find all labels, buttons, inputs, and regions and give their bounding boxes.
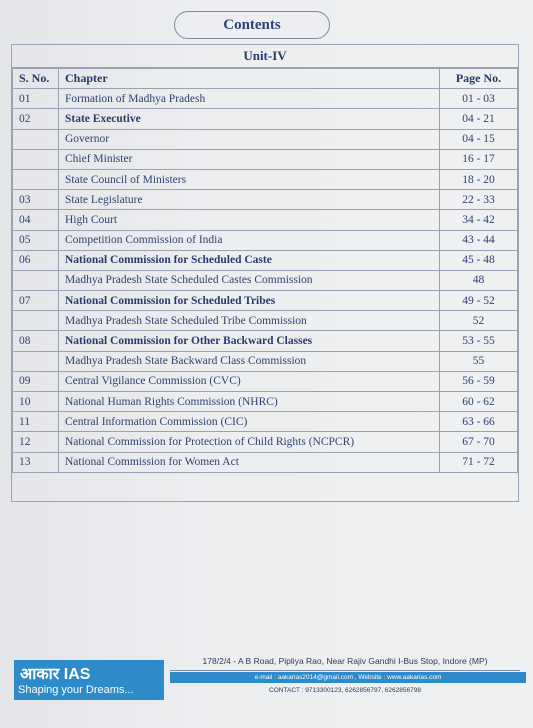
table-row [13,371,518,391]
unit-title: Unit-IV [12,45,518,68]
row-sno [13,311,59,331]
row-page: 55 [440,351,518,371]
contents-table [11,44,519,502]
chapter-table [12,68,518,473]
row-page: 45 - 48 [440,250,518,270]
row-chapter: Madhya Pradesh State Scheduled Castes Commission [59,270,440,290]
table-row [13,210,518,230]
row-chapter: Chief Minister [59,149,440,169]
row-page: 04 - 21 [440,109,518,129]
row-page: 63 - 66 [440,412,518,432]
row-chapter: Madhya Pradesh State Scheduled Tribe Commission [59,311,440,331]
row-page: 04 - 15 [440,129,518,149]
row-page: 52 [440,311,518,331]
address-line: 178/2/4 - A B Road, Pipliya Rao, Near Rajiv Gandhi I-Bus Stop, Indore (MP) [170,656,520,671]
row-sno: 11 [13,412,59,432]
row-chapter: State Legislature [59,190,440,210]
row-sno: 04 [13,210,59,230]
row-sno: 02 [13,109,59,129]
table-row [13,250,518,270]
row-chapter: National Human Rights Commission (NHRC) [59,392,440,412]
table-row [13,331,518,351]
address-block [170,652,526,700]
row-page: 48 [440,270,518,290]
row-chapter: State Executive [59,109,440,129]
row-chapter: National Commission for Scheduled Caste [59,250,440,270]
sno-header: S. No. [13,69,59,89]
table-row [13,311,518,331]
brand-tagline: Shaping your Dreams... [18,684,134,696]
table-row [13,89,518,109]
table-row [13,109,518,129]
row-chapter: Competition Commission of India [59,230,440,250]
chapter-header: Chapter [59,69,440,89]
table-row [13,452,518,472]
row-sno [13,129,59,149]
row-page: 71 - 72 [440,452,518,472]
row-page: 18 - 20 [440,169,518,189]
row-page: 16 - 17 [440,149,518,169]
row-page: 22 - 33 [440,190,518,210]
contact-line: CONTACT : 9713300123, 6262856797, 6262856798 [269,687,421,694]
table-row [13,392,518,412]
row-sno: 05 [13,230,59,250]
row-page: 60 - 62 [440,392,518,412]
row-sno: 13 [13,452,59,472]
table-header-row [13,69,518,89]
row-sno: 10 [13,392,59,412]
row-sno [13,351,59,371]
row-chapter: Madhya Pradesh State Backward Class Commission [59,351,440,371]
row-chapter: State Council of Ministers [59,169,440,189]
row-chapter: Governor [59,129,440,149]
row-sno [13,270,59,290]
row-page: 49 - 52 [440,291,518,311]
row-chapter: National Commission for Protection of Child Rights (NCPCR) [59,432,440,452]
publisher-footer [14,652,526,706]
row-sno: 12 [13,432,59,452]
row-sno: 09 [13,371,59,391]
row-page: 67 - 70 [440,432,518,452]
row-sno: 07 [13,291,59,311]
row-sno [13,149,59,169]
email-line: e-mail : aakarias2014@gmail.com , Website : www.aakarias.com [170,672,526,683]
brand-name: आकार IAS [20,666,91,683]
row-page: 43 - 44 [440,230,518,250]
publisher-logo [14,660,164,700]
row-page: 56 - 59 [440,371,518,391]
row-sno [13,169,59,189]
row-sno: 08 [13,331,59,351]
row-page: 53 - 55 [440,331,518,351]
table-row [13,149,518,169]
row-chapter: Central Information Commission (CIC) [59,412,440,432]
table-row [13,169,518,189]
page-header: Page No. [440,69,518,89]
row-page: 34 - 42 [440,210,518,230]
table-row [13,270,518,290]
row-sno: 01 [13,89,59,109]
row-chapter: Formation of Madhya Pradesh [59,89,440,109]
table-row [13,432,518,452]
table-row [13,190,518,210]
table-row [13,412,518,432]
row-chapter: Central Vigilance Commission (CVC) [59,371,440,391]
table-row [13,230,518,250]
row-chapter: High Court [59,210,440,230]
row-sno: 03 [13,190,59,210]
row-page: 01 - 03 [440,89,518,109]
contents-heading: Contents [174,11,330,39]
table-row [13,351,518,371]
table-row [13,291,518,311]
row-sno: 06 [13,250,59,270]
row-chapter: National Commission for Scheduled Tribes [59,291,440,311]
row-chapter: National Commission for Other Backward Classes [59,331,440,351]
table-row [13,129,518,149]
row-chapter: National Commission for Women Act [59,452,440,472]
